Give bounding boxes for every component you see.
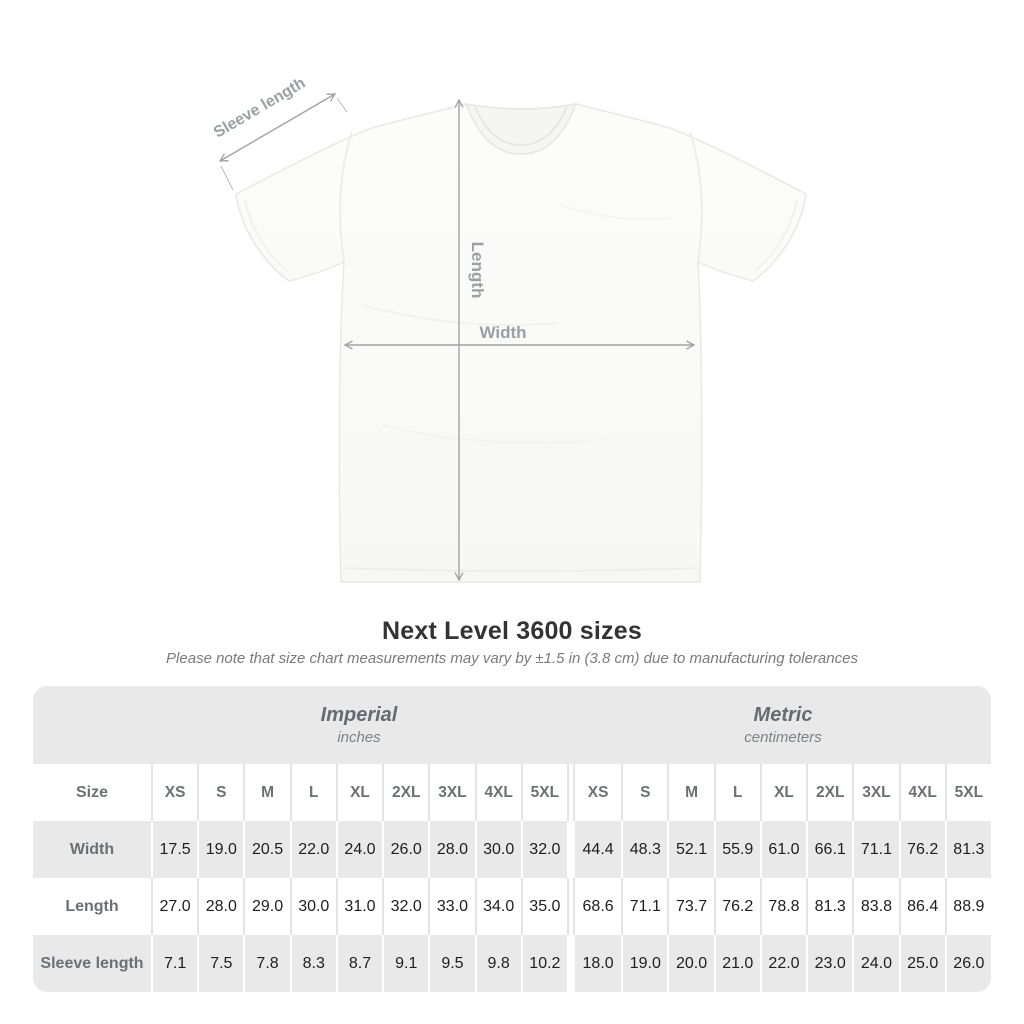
- sleeve-length-dimension-label: Sleeve length: [210, 74, 309, 142]
- size-col-header: 4XL: [475, 764, 521, 821]
- length-metric-cell: 86.4: [899, 878, 945, 935]
- sleeve-imperial-cell: 8.3: [290, 935, 336, 992]
- sleeve-imperial-cell: 9.1: [382, 935, 428, 992]
- length-row: [33, 878, 991, 935]
- sleeve-metric-cell: 19.0: [621, 935, 667, 992]
- size-col-header: XL: [336, 764, 382, 821]
- sleeve-length-row: [33, 935, 991, 992]
- width-imperial-cell: 30.0: [475, 821, 521, 878]
- width-metric-cell: 66.1: [806, 821, 852, 878]
- width-dimension-label: Width: [479, 323, 527, 342]
- size-col-header: XL: [760, 764, 806, 821]
- width-imperial-cell: 26.0: [382, 821, 428, 878]
- sleeve-imperial-cell: 9.8: [475, 935, 521, 992]
- length-imperial-cell: 27.0: [151, 878, 197, 935]
- width-metric-cell: 44.4: [582, 840, 614, 858]
- size-col-header: XS: [587, 783, 609, 801]
- group-header-metric: [575, 704, 991, 746]
- page-subtitle: Please note that size chart measurements may vary by ±1.5 in (3.8 cm) due to manufacturing tolerances: [166, 650, 858, 667]
- length-imperial-cell: 29.0: [243, 878, 289, 935]
- length-metric-cell: 76.2: [714, 878, 760, 935]
- length-metric-cell: 78.8: [760, 878, 806, 935]
- width-metric-cell: 61.0: [760, 821, 806, 878]
- section-divider: [567, 935, 575, 992]
- sleeve-metric-cell: 24.0: [852, 935, 898, 992]
- length-metric-cell: 83.8: [852, 878, 898, 935]
- section-divider: [567, 821, 575, 878]
- sleeve-metric-cell: 26.0: [945, 935, 991, 992]
- length-dimension-label: Length: [468, 241, 487, 299]
- width-metric-cell: 71.1: [852, 821, 898, 878]
- sleeve-witness-line-upper: [337, 98, 347, 112]
- size-col-header: 2XL: [382, 764, 428, 821]
- sleeve-metric-cell: 18.0: [582, 954, 614, 972]
- size-col-header: M: [667, 764, 713, 821]
- length-imperial-cell: 33.0: [428, 878, 474, 935]
- metric-group-label: Metric: [753, 704, 813, 726]
- row-label: Sleeve length: [40, 954, 144, 972]
- length-metric-cell: 88.9: [945, 878, 991, 935]
- sleeve-metric-cell: 23.0: [806, 935, 852, 992]
- size-col-header: L: [714, 764, 760, 821]
- size-col-header: 3XL: [428, 764, 474, 821]
- width-metric-cell: 81.3: [945, 821, 991, 878]
- width-imperial-cell: 17.5: [151, 821, 197, 878]
- width-metric-cell: 48.3: [621, 821, 667, 878]
- width-imperial-cell: 32.0: [521, 821, 567, 878]
- sleeve-metric-cell: 20.0: [667, 935, 713, 992]
- length-imperial-cell: 34.0: [475, 878, 521, 935]
- section-divider: [567, 878, 575, 935]
- sleeve-witness-line-lower: [221, 166, 233, 190]
- length-metric-cell: 81.3: [806, 878, 852, 935]
- width-metric-cell: 76.2: [899, 821, 945, 878]
- width-metric-cell: 52.1: [667, 821, 713, 878]
- width-row: [33, 821, 991, 878]
- tshirt-illustration: [236, 104, 806, 582]
- size-col-header: L: [290, 764, 336, 821]
- sleeve-imperial-cell: 10.2: [521, 935, 567, 992]
- row-label: Length: [65, 897, 119, 915]
- length-imperial-cell: 32.0: [382, 878, 428, 935]
- sleeve-metric-cell: 25.0: [899, 935, 945, 992]
- page-title: Next Level 3600 sizes: [382, 617, 642, 645]
- width-imperial-cell: 28.0: [428, 821, 474, 878]
- size-col-header: M: [243, 764, 289, 821]
- sleeve-metric-cell: 21.0: [714, 935, 760, 992]
- sleeve-imperial-cell: 9.5: [428, 935, 474, 992]
- length-metric-cell: 73.7: [667, 878, 713, 935]
- group-header-imperial: [151, 704, 567, 746]
- size-col-header: XS: [151, 764, 197, 821]
- size-corner-label: Size: [75, 783, 108, 801]
- row-label: Width: [69, 840, 115, 858]
- imperial-group-label: Imperial: [320, 704, 398, 726]
- sleeve-metric-cell: 22.0: [760, 935, 806, 992]
- width-metric-cell: 55.9: [714, 821, 760, 878]
- length-metric-cell: 68.6: [582, 897, 614, 915]
- length-metric-cell: 71.1: [621, 878, 667, 935]
- size-table: [33, 686, 991, 992]
- size-col-header: 5XL: [521, 764, 567, 821]
- width-imperial-cell: 24.0: [336, 821, 382, 878]
- sleeve-imperial-cell: 7.5: [197, 935, 243, 992]
- unit-group-header-row: [33, 686, 991, 764]
- length-imperial-cell: 35.0: [521, 878, 567, 935]
- width-imperial-cell: 19.0: [197, 821, 243, 878]
- section-divider: [567, 764, 575, 821]
- size-col-header: 5XL: [945, 764, 991, 821]
- length-imperial-cell: 31.0: [336, 878, 382, 935]
- sleeve-imperial-cell: 7.8: [243, 935, 289, 992]
- length-imperial-cell: 30.0: [290, 878, 336, 935]
- size-col-header: S: [621, 764, 667, 821]
- size-header-row: [33, 764, 991, 821]
- size-col-header: 4XL: [899, 764, 945, 821]
- width-imperial-cell: 20.5: [243, 821, 289, 878]
- sleeve-imperial-cell: 7.1: [151, 935, 197, 992]
- size-col-header: 3XL: [852, 764, 898, 821]
- sleeve-imperial-cell: 8.7: [336, 935, 382, 992]
- width-imperial-cell: 22.0: [290, 821, 336, 878]
- length-imperial-cell: 28.0: [197, 878, 243, 935]
- size-col-header: S: [197, 764, 243, 821]
- imperial-unit-label: inches: [337, 729, 381, 746]
- metric-unit-label: centimeters: [744, 729, 822, 746]
- size-col-header: 2XL: [806, 764, 852, 821]
